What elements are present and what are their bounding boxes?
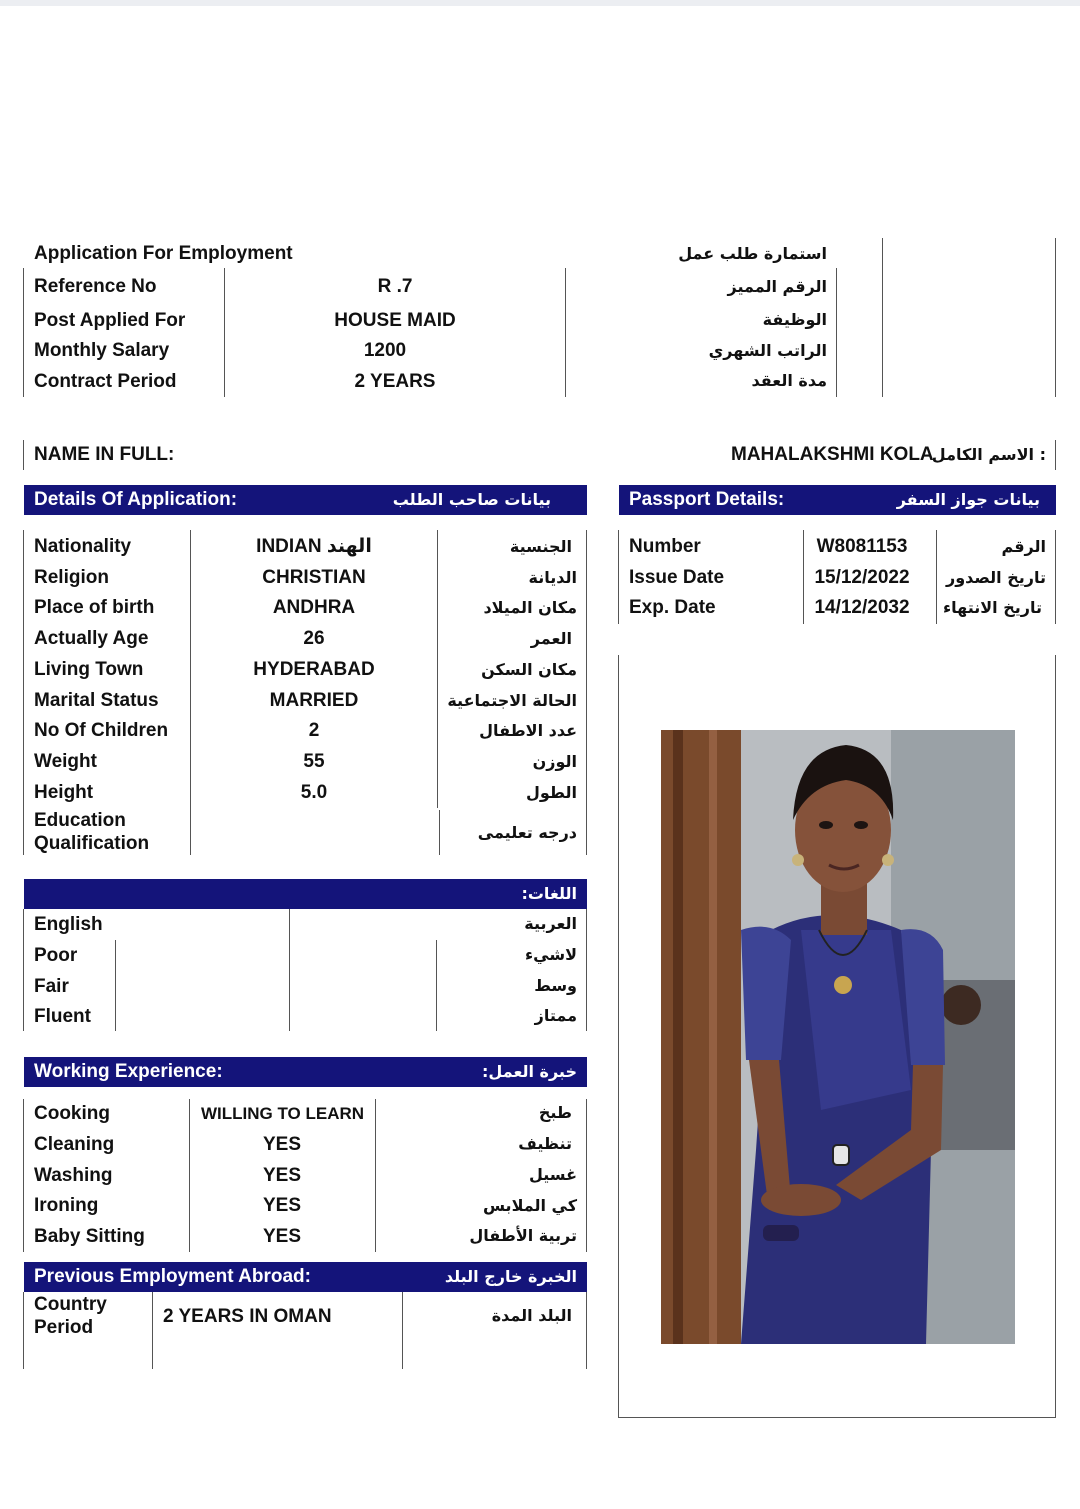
experience-label-ar: تربية الأطفال: [469, 1226, 577, 1245]
languages-title-ar: اللغات:: [521, 884, 577, 903]
divider: [586, 1292, 587, 1369]
passport-label: Number: [629, 536, 701, 557]
passport-title-ar: بيانات جواز السفر: [896, 490, 1040, 509]
language-label: English: [34, 914, 103, 935]
detail-value: 2: [308, 720, 320, 741]
detail-label: Living Town: [34, 659, 144, 680]
passport-value: W8081153: [816, 536, 908, 557]
passport-label-ar: الرقم: [1001, 537, 1046, 556]
education-label: Qualification: [34, 833, 150, 854]
detail-label-ar: الجنسية: [509, 537, 572, 556]
details-title: Details Of Application:: [34, 489, 238, 510]
detail-label: Marital Status: [34, 690, 159, 711]
divider: [23, 1292, 24, 1369]
detail-value: 55: [303, 751, 325, 772]
detail-label: Actually Age: [34, 628, 149, 649]
previous-header: [24, 1262, 587, 1292]
experience-title: Working Experience:: [34, 1061, 223, 1082]
header-label: Post Applied For: [34, 310, 186, 331]
divider: [586, 1099, 587, 1252]
experience-label-ar: كي الملابس: [482, 1196, 577, 1215]
experience-value: YES: [263, 1134, 302, 1155]
education-label-ar: درجه تعليمى: [477, 823, 577, 842]
detail-value: ANDHRA: [272, 597, 356, 618]
divider: [1055, 655, 1056, 1418]
experience-value: YES: [263, 1165, 302, 1186]
language-label: Fluent: [34, 1006, 91, 1027]
experience-value: YES: [263, 1226, 302, 1247]
detail-value: CHRISTIAN: [262, 567, 366, 588]
experience-label: Cleaning: [34, 1134, 115, 1155]
experience-label: Baby Sitting: [34, 1226, 145, 1247]
detail-value: 5.0: [300, 782, 328, 803]
experience-label: Washing: [34, 1165, 113, 1186]
detail-label-ar: الوزن: [532, 752, 577, 771]
divider: [402, 1292, 403, 1369]
detail-label: No Of Children: [34, 720, 169, 741]
detail-label: Religion: [34, 567, 109, 588]
experience-label-ar: طبخ: [538, 1103, 572, 1122]
divider: [618, 655, 619, 1418]
previous-label: Country: [34, 1294, 107, 1315]
language-label: Fair: [34, 976, 69, 997]
divider: [23, 268, 24, 397]
previous-title: Previous Employment Abroad:: [34, 1266, 311, 1287]
detail-label-ar: مكان السكن: [481, 660, 577, 679]
passport-label: Exp. Date: [629, 597, 716, 618]
top-strip: [0, 0, 1080, 6]
header-value: R .7: [377, 276, 413, 297]
experience-label: Cooking: [34, 1103, 110, 1124]
languages-header: [24, 879, 587, 909]
divider: [1055, 530, 1056, 624]
detail-value: HYDERABAD: [253, 659, 375, 680]
experience-value: YES: [263, 1195, 302, 1216]
detail-label: Nationality: [34, 536, 132, 557]
details-header: [24, 485, 587, 515]
header-label-ar: مدة العقد: [751, 371, 827, 390]
divider: [23, 440, 24, 470]
detail-value: 26: [303, 628, 325, 649]
experience-header: [24, 1057, 587, 1087]
detail-label-ar: الحالة الاجتماعية: [447, 691, 577, 710]
passport-label: Issue Date: [629, 567, 725, 588]
previous-label: Period: [34, 1317, 94, 1338]
divider: [23, 909, 24, 1031]
previous-title-ar: الخبرة خارج البلد: [444, 1267, 577, 1286]
name-value: MAHALAKSHMI KOLA: [731, 444, 934, 465]
header-title-en: Application For Employment: [34, 243, 293, 264]
detail-label-ar: عدد الاطفال: [479, 721, 577, 740]
photo-illustration: [661, 730, 1015, 1344]
divider: [289, 909, 290, 1031]
detail-label-ar: الطول: [526, 783, 577, 802]
language-label-ar: لاشيء: [524, 945, 577, 964]
language-label-ar: وسط: [534, 976, 577, 995]
experience-label: Ironing: [34, 1195, 99, 1216]
experience-value: WILLING TO LEARN: [200, 1104, 365, 1123]
detail-label-ar: مكان الميلاد: [483, 598, 577, 617]
header-title-ar: استمارة طلب عمل: [678, 244, 827, 263]
header-label-ar: الوظيفة: [762, 310, 827, 329]
header-label-ar: الراتب الشهري: [708, 341, 827, 360]
passport-label-ar: تاريخ الانتهاء: [942, 598, 1042, 617]
detail-value: INDIAN الهند: [256, 536, 372, 557]
detail-label: Weight: [34, 751, 97, 772]
passport-header: [619, 485, 1056, 515]
divider: [586, 530, 587, 855]
header-label-ar: الرقم المميز: [727, 277, 827, 296]
divider: [618, 1417, 1056, 1418]
divider: [23, 530, 24, 855]
header-label: Contract Period: [34, 371, 177, 392]
detail-label: Place of birth: [34, 597, 155, 618]
detail-value: MARRIED: [269, 690, 359, 711]
previous-value: 2 YEARS IN OMAN: [163, 1306, 332, 1327]
language-label: Poor: [34, 945, 78, 966]
divider: [586, 909, 587, 1031]
language-label-ar: العربية: [524, 914, 577, 933]
divider: [375, 1099, 376, 1252]
divider: [1055, 238, 1056, 397]
divider: [436, 940, 437, 1031]
divider: [836, 268, 837, 397]
divider: [439, 810, 440, 855]
header-value: HOUSE MAID: [334, 310, 456, 331]
passport-value: 14/12/2032: [814, 597, 910, 618]
applicant-photo: [661, 730, 1015, 1344]
divider: [936, 530, 937, 624]
previous-label-ar: البلد المدة: [491, 1306, 572, 1325]
divider: [1055, 440, 1056, 470]
header-value: 2 YEARS: [354, 371, 436, 392]
header-value: 1200: [363, 340, 407, 361]
divider: [618, 530, 619, 624]
divider: [437, 530, 438, 808]
details-title-ar: بيانات صاحب الطلب: [392, 490, 551, 509]
detail-label-ar: الديانة: [528, 568, 577, 587]
name-label: NAME IN FULL:: [34, 444, 175, 465]
header-label: Reference No: [34, 276, 157, 297]
experience-title-ar: خبرة العمل:: [482, 1062, 577, 1081]
experience-label-ar: غسيل: [528, 1165, 577, 1184]
divider: [115, 940, 116, 1031]
education-label: Education: [34, 810, 126, 831]
detail-label-ar: العمر: [530, 629, 572, 648]
detail-label: Height: [34, 782, 94, 803]
passport-label-ar: تاريخ الصدور: [946, 568, 1046, 587]
divider: [152, 1292, 153, 1369]
passport-value: 15/12/2022: [814, 567, 910, 588]
passport-title: Passport Details:: [629, 489, 785, 510]
divider: [565, 268, 566, 397]
language-label-ar: ممتاز: [534, 1006, 577, 1025]
name-label-ar: : الاسم الكامل: [931, 445, 1046, 464]
divider: [23, 1099, 24, 1252]
experience-label-ar: تنظيف: [518, 1134, 572, 1153]
header-label: Monthly Salary: [34, 340, 170, 361]
divider: [882, 238, 883, 397]
